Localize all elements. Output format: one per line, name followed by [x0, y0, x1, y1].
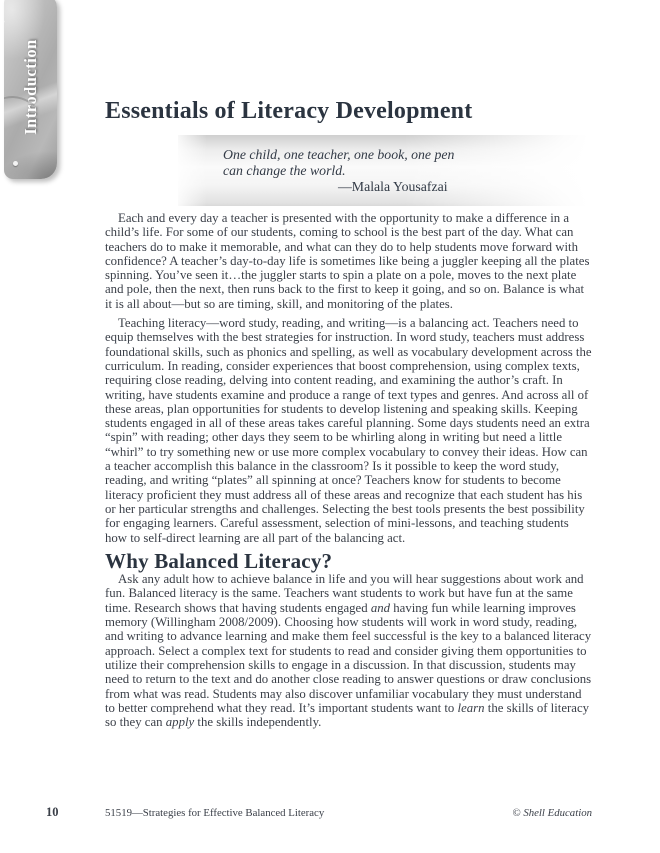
paragraph-3: Ask any adult how to achieve balance in life and you will hear suggestions about work and fun. Balanced literacy is the same. Teachers want students to work but have fun at the same time. Research shows that having students engaged and having fun while learning improves memory (Willingham 2008/2009). Choosing how students will work in word study, reading, and writing to advance learning and make them feel successful is the key to a balanced literacy approach. Select a complex text for students to read and consider giving them opportunities to utilize their comprehension skills to engage in a discussion. In that discussion, students may need to return to the text and do another close reading to answer questions or draw conclusions from what was read. Students may also discover unfamiliar vocabulary they must understand to better comprehend what they read. It’s important students want to learn the skills of literacy so they can apply the skills independently. — [105, 572, 592, 730]
quote-line-2: can change the world. — [223, 162, 346, 178]
epigraph-quote-box — [178, 135, 588, 206]
tab-label-wrap — [4, 0, 57, 179]
body-text-column — [105, 211, 593, 734]
quote-text — [223, 147, 454, 178]
quote-attribution: —Malala Yousafzai — [338, 179, 448, 194]
footer-book-title: 51519—Strategies for Effective Balanced Literacy — [105, 807, 325, 819]
page-title: Essentials of Literacy Development — [105, 98, 473, 125]
chapter-tab-label: Introduction — [20, 39, 40, 135]
section-heading: Why Balanced Literacy? — [105, 548, 333, 573]
footer-copyright: © Shell Education — [512, 807, 592, 819]
quote-line-1: One child, one teacher, one book, one pen — [223, 147, 455, 162]
paragraph-1: Each and every day a teacher is presented with the opportunity to make a difference in a child’s life. For some of our students, coming to school is the best part of the day. What can teachers do to make it memorable, and what can they do to help students move forward with confidence? A teacher’s day-to-day life is sometimes like being a juggler keeping all the plates spinning. You’ve seen it…the juggler starts to spin a plate on a pole, moves to the next plate and pole, then the next, then runs back to the first to keep it going, and so on. Balance is what it is all about—but so are timing, skill, and monitoring of the plates. — [105, 211, 590, 311]
chapter-tab-introduction — [4, 0, 57, 179]
footer-page-number: 10 — [46, 805, 59, 819]
paragraph-2: Teaching literacy—word study, reading, and writing—is a balancing act. Teachers need to equip themselves with the best strategies for instruction. In word study, teachers must address foundational skills, such as phonics and spelling, as well as vocabulary development across the curriculum. In reading, consider experiences that boost comprehension, using complex texts, requiring close reading, delving into content reading, and examining the author’s craft. In writing, have students examine and produce a range of text types and genres. And across all of these areas, plan opportunities for students to develop listening and speaking skills. Keeping students engaged in all of these areas takes careful planning. Some days students need an extra “spin” with reading; other days they seem to be whirling along in writing but need a little “whirl” to try something new or use more complex vocabulary to convey their ideas. How can a teacher accomplish this balance in the classroom? Is it possible to keep the word study, reading, and writing “plates” all spinning at once? Teachers know for students to become literacy proficient they must address all of these areas and recognize that each student has his or her particular strengths and challenges. Selecting the best tools presents the best possibility for engaging learners. Careful assessment, selection of mini-lessons, and teaching students how to self-direct learning are all part of the balancing act. — [105, 316, 592, 545]
tab-decorative-dot — [13, 161, 18, 166]
page-footer — [0, 805, 660, 821]
